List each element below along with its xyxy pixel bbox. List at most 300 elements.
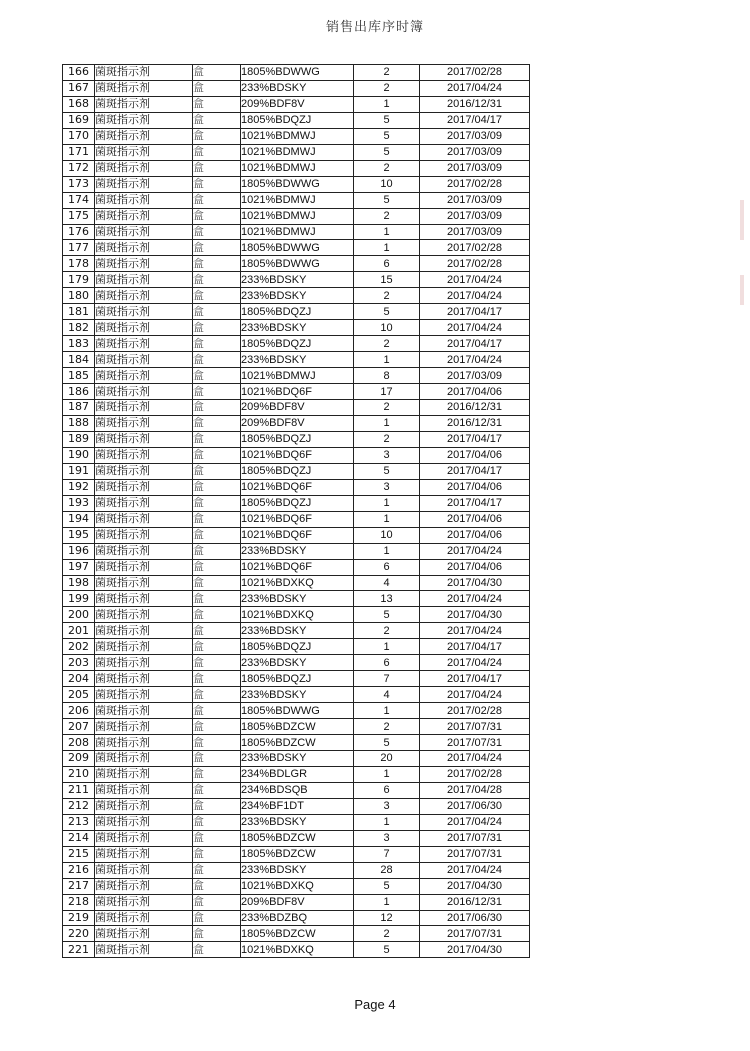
- date-cell: 2017/04/24: [420, 655, 530, 671]
- table-row: [63, 623, 530, 639]
- quantity-cell: 10: [354, 527, 420, 543]
- batch-number-cell: 1021%BDMWJ: [241, 208, 354, 224]
- quantity-cell: 6: [354, 782, 420, 798]
- batch-number-cell: 234%BDLGR: [241, 766, 354, 782]
- unit-cell: 盒: [193, 750, 241, 766]
- unit-cell: 盒: [193, 192, 241, 208]
- table-row: [63, 862, 530, 878]
- quantity-cell: 1: [354, 639, 420, 655]
- quantity-cell: 2: [354, 65, 420, 81]
- table-row: [63, 607, 530, 623]
- date-cell: 2017/04/17: [420, 463, 530, 479]
- batch-number-cell: 233%BDSKY: [241, 352, 354, 368]
- date-cell: 2017/03/09: [420, 208, 530, 224]
- product-name-cell: 菌斑指示剂: [95, 336, 193, 352]
- product-name-cell: 菌斑指示剂: [95, 671, 193, 687]
- batch-number-cell: 1021%BDQ6F: [241, 384, 354, 400]
- quantity-cell: 13: [354, 591, 420, 607]
- batch-number-cell: 1805%BDZCW: [241, 846, 354, 862]
- quantity-cell: 1: [354, 894, 420, 910]
- product-name-cell: 菌斑指示剂: [95, 591, 193, 607]
- quantity-cell: 7: [354, 671, 420, 687]
- product-name-cell: 菌斑指示剂: [95, 463, 193, 479]
- row-number-cell: 216: [63, 862, 95, 878]
- quantity-cell: 2: [354, 400, 420, 416]
- row-number-cell: 202: [63, 639, 95, 655]
- row-number-cell: 200: [63, 607, 95, 623]
- quantity-cell: 2: [354, 288, 420, 304]
- product-name-cell: 菌斑指示剂: [95, 687, 193, 703]
- row-number-cell: 186: [63, 384, 95, 400]
- table-row: [63, 144, 530, 160]
- batch-number-cell: 233%BDSKY: [241, 80, 354, 96]
- quantity-cell: 3: [354, 447, 420, 463]
- batch-number-cell: 1805%BDQZJ: [241, 336, 354, 352]
- row-number-cell: 190: [63, 447, 95, 463]
- product-name-cell: 菌斑指示剂: [95, 128, 193, 144]
- date-cell: 2017/03/09: [420, 128, 530, 144]
- unit-cell: 盒: [193, 687, 241, 703]
- table-row: [63, 431, 530, 447]
- quantity-cell: 3: [354, 798, 420, 814]
- batch-number-cell: 1805%BDQZJ: [241, 304, 354, 320]
- row-number-cell: 166: [63, 65, 95, 81]
- table-row: [63, 511, 530, 527]
- row-number-cell: 177: [63, 240, 95, 256]
- unit-cell: 盒: [193, 415, 241, 431]
- unit-cell: 盒: [193, 320, 241, 336]
- batch-number-cell: 234%BDSQB: [241, 782, 354, 798]
- page-title: 销售出库序时簿: [325, 20, 424, 35]
- date-cell: 2017/07/31: [420, 735, 530, 751]
- row-number-cell: 192: [63, 479, 95, 495]
- quantity-cell: 5: [354, 144, 420, 160]
- date-cell: 2017/02/28: [420, 176, 530, 192]
- table-row: [63, 703, 530, 719]
- table-row: [63, 735, 530, 751]
- quantity-cell: 8: [354, 368, 420, 384]
- row-number-cell: 203: [63, 655, 95, 671]
- product-name-cell: 菌斑指示剂: [95, 447, 193, 463]
- unit-cell: 盒: [193, 112, 241, 128]
- product-name-cell: 菌斑指示剂: [95, 782, 193, 798]
- product-name-cell: 菌斑指示剂: [95, 96, 193, 112]
- batch-number-cell: 233%BDSKY: [241, 623, 354, 639]
- batch-number-cell: 1805%BDWWG: [241, 65, 354, 81]
- unit-cell: 盒: [193, 272, 241, 288]
- date-cell: 2017/04/06: [420, 447, 530, 463]
- unit-cell: 盒: [193, 527, 241, 543]
- row-number-cell: 201: [63, 623, 95, 639]
- batch-number-cell: 209%BDF8V: [241, 415, 354, 431]
- unit-cell: 盒: [193, 511, 241, 527]
- row-number-cell: 215: [63, 846, 95, 862]
- product-name-cell: 菌斑指示剂: [95, 894, 193, 910]
- row-number-cell: 176: [63, 224, 95, 240]
- date-cell: 2017/07/31: [420, 830, 530, 846]
- batch-number-cell: 1021%BDMWJ: [241, 368, 354, 384]
- product-name-cell: 菌斑指示剂: [95, 846, 193, 862]
- quantity-cell: 7: [354, 846, 420, 862]
- batch-number-cell: 1805%BDWWG: [241, 176, 354, 192]
- product-name-cell: 菌斑指示剂: [95, 559, 193, 575]
- batch-number-cell: 233%BDSKY: [241, 862, 354, 878]
- table-row: [63, 719, 530, 735]
- row-number-cell: 180: [63, 288, 95, 304]
- batch-number-cell: 1805%BDWWG: [241, 240, 354, 256]
- date-cell: 2017/04/30: [420, 878, 530, 894]
- product-name-cell: 菌斑指示剂: [95, 240, 193, 256]
- product-name-cell: 菌斑指示剂: [95, 160, 193, 176]
- unit-cell: 盒: [193, 463, 241, 479]
- unit-cell: 盒: [193, 224, 241, 240]
- date-cell: 2017/04/17: [420, 112, 530, 128]
- row-number-cell: 206: [63, 703, 95, 719]
- product-name-cell: 菌斑指示剂: [95, 798, 193, 814]
- date-cell: 2017/03/09: [420, 160, 530, 176]
- date-cell: 2017/03/09: [420, 144, 530, 160]
- batch-number-cell: 233%BDSKY: [241, 320, 354, 336]
- table-row: [63, 384, 530, 400]
- date-cell: 2017/06/30: [420, 798, 530, 814]
- quantity-cell: 2: [354, 80, 420, 96]
- quantity-cell: 4: [354, 575, 420, 591]
- batch-number-cell: 234%BF1DT: [241, 798, 354, 814]
- date-cell: 2017/04/24: [420, 543, 530, 559]
- row-number-cell: 207: [63, 719, 95, 735]
- row-number-cell: 169: [63, 112, 95, 128]
- batch-number-cell: 1805%BDQZJ: [241, 431, 354, 447]
- table-row: [63, 750, 530, 766]
- unit-cell: 盒: [193, 240, 241, 256]
- table-row: [63, 782, 530, 798]
- unit-cell: 盒: [193, 798, 241, 814]
- batch-number-cell: 1021%BDQ6F: [241, 559, 354, 575]
- product-name-cell: 菌斑指示剂: [95, 878, 193, 894]
- unit-cell: 盒: [193, 304, 241, 320]
- quantity-cell: 3: [354, 479, 420, 495]
- row-number-cell: 184: [63, 352, 95, 368]
- table-row: [63, 655, 530, 671]
- product-name-cell: 菌斑指示剂: [95, 639, 193, 655]
- batch-number-cell: 233%BDSKY: [241, 543, 354, 559]
- quantity-cell: 17: [354, 384, 420, 400]
- product-name-cell: 菌斑指示剂: [95, 527, 193, 543]
- table-row: [63, 128, 530, 144]
- row-number-cell: 210: [63, 766, 95, 782]
- batch-number-cell: 1021%BDQ6F: [241, 479, 354, 495]
- batch-number-cell: 1021%BDMWJ: [241, 192, 354, 208]
- batch-number-cell: 233%BDSKY: [241, 687, 354, 703]
- unit-cell: 盒: [193, 814, 241, 830]
- table-row: [63, 814, 530, 830]
- unit-cell: 盒: [193, 719, 241, 735]
- quantity-cell: 2: [354, 623, 420, 639]
- row-number-cell: 170: [63, 128, 95, 144]
- quantity-cell: 2: [354, 719, 420, 735]
- table-row: [63, 304, 530, 320]
- batch-number-cell: 1021%BDQ6F: [241, 511, 354, 527]
- unit-cell: 盒: [193, 543, 241, 559]
- product-name-cell: 菌斑指示剂: [95, 703, 193, 719]
- date-cell: 2017/04/24: [420, 352, 530, 368]
- batch-number-cell: 209%BDF8V: [241, 96, 354, 112]
- product-name-cell: 菌斑指示剂: [95, 352, 193, 368]
- row-number-cell: 208: [63, 735, 95, 751]
- quantity-cell: 2: [354, 431, 420, 447]
- row-number-cell: 213: [63, 814, 95, 830]
- row-number-cell: 197: [63, 559, 95, 575]
- date-cell: 2017/04/24: [420, 862, 530, 878]
- table-row: [63, 687, 530, 703]
- quantity-cell: 12: [354, 910, 420, 926]
- row-number-cell: 182: [63, 320, 95, 336]
- unit-cell: 盒: [193, 591, 241, 607]
- unit-cell: 盒: [193, 384, 241, 400]
- batch-number-cell: 1805%BDWWG: [241, 256, 354, 272]
- batch-number-cell: 1805%BDQZJ: [241, 495, 354, 511]
- product-name-cell: 菌斑指示剂: [95, 926, 193, 942]
- product-name-cell: 菌斑指示剂: [95, 814, 193, 830]
- row-number-cell: 181: [63, 304, 95, 320]
- table-row: [63, 208, 530, 224]
- unit-cell: 盒: [193, 495, 241, 511]
- table-row: [63, 878, 530, 894]
- batch-number-cell: 1021%BDQ6F: [241, 447, 354, 463]
- table-row: [63, 942, 530, 958]
- unit-cell: 盒: [193, 144, 241, 160]
- unit-cell: 盒: [193, 447, 241, 463]
- date-cell: 2017/07/31: [420, 846, 530, 862]
- sales-outbound-table: [62, 64, 530, 958]
- unit-cell: 盒: [193, 352, 241, 368]
- table-row: [63, 495, 530, 511]
- quantity-cell: 2: [354, 208, 420, 224]
- unit-cell: 盒: [193, 639, 241, 655]
- row-number-cell: 191: [63, 463, 95, 479]
- batch-number-cell: 1021%BDMWJ: [241, 224, 354, 240]
- batch-number-cell: 1021%BDMWJ: [241, 160, 354, 176]
- unit-cell: 盒: [193, 208, 241, 224]
- row-number-cell: 188: [63, 415, 95, 431]
- row-number-cell: 185: [63, 368, 95, 384]
- scan-mark: [740, 200, 744, 240]
- batch-number-cell: 1805%BDZCW: [241, 830, 354, 846]
- product-name-cell: 菌斑指示剂: [95, 272, 193, 288]
- quantity-cell: 6: [354, 559, 420, 575]
- unit-cell: 盒: [193, 65, 241, 81]
- batch-number-cell: 1805%BDQZJ: [241, 463, 354, 479]
- product-name-cell: 菌斑指示剂: [95, 942, 193, 958]
- batch-number-cell: 1805%BDZCW: [241, 926, 354, 942]
- date-cell: 2017/04/30: [420, 942, 530, 958]
- row-number-cell: 183: [63, 336, 95, 352]
- unit-cell: 盒: [193, 766, 241, 782]
- table-row: [63, 415, 530, 431]
- product-name-cell: 菌斑指示剂: [95, 144, 193, 160]
- product-name-cell: 菌斑指示剂: [95, 910, 193, 926]
- table-row: [63, 240, 530, 256]
- product-name-cell: 菌斑指示剂: [95, 208, 193, 224]
- table-row: [63, 336, 530, 352]
- date-cell: 2017/04/24: [420, 591, 530, 607]
- batch-number-cell: 1021%BDXKQ: [241, 607, 354, 623]
- product-name-cell: 菌斑指示剂: [95, 192, 193, 208]
- batch-number-cell: 1805%BDWWG: [241, 703, 354, 719]
- quantity-cell: 5: [354, 942, 420, 958]
- unit-cell: 盒: [193, 926, 241, 942]
- date-cell: 2017/04/17: [420, 671, 530, 687]
- product-name-cell: 菌斑指示剂: [95, 65, 193, 81]
- product-name-cell: 菌斑指示剂: [95, 479, 193, 495]
- table-row: [63, 272, 530, 288]
- unit-cell: 盒: [193, 400, 241, 416]
- row-number-cell: 178: [63, 256, 95, 272]
- row-number-cell: 218: [63, 894, 95, 910]
- quantity-cell: 6: [354, 256, 420, 272]
- product-name-cell: 菌斑指示剂: [95, 495, 193, 511]
- date-cell: 2017/04/24: [420, 80, 530, 96]
- batch-number-cell: 233%BDSKY: [241, 591, 354, 607]
- quantity-cell: 2: [354, 160, 420, 176]
- date-cell: 2017/04/24: [420, 623, 530, 639]
- row-number-cell: 179: [63, 272, 95, 288]
- product-name-cell: 菌斑指示剂: [95, 543, 193, 559]
- row-number-cell: 205: [63, 687, 95, 703]
- unit-cell: 盒: [193, 479, 241, 495]
- row-number-cell: 204: [63, 671, 95, 687]
- date-cell: 2017/04/28: [420, 782, 530, 798]
- row-number-cell: 212: [63, 798, 95, 814]
- quantity-cell: 5: [354, 192, 420, 208]
- quantity-cell: 1: [354, 543, 420, 559]
- product-name-cell: 菌斑指示剂: [95, 719, 193, 735]
- row-number-cell: 220: [63, 926, 95, 942]
- quantity-cell: 5: [354, 112, 420, 128]
- table-row: [63, 320, 530, 336]
- quantity-cell: 1: [354, 766, 420, 782]
- product-name-cell: 菌斑指示剂: [95, 368, 193, 384]
- date-cell: 2017/02/28: [420, 65, 530, 81]
- unit-cell: 盒: [193, 96, 241, 112]
- table-row: [63, 559, 530, 575]
- quantity-cell: 1: [354, 240, 420, 256]
- date-cell: 2016/12/31: [420, 400, 530, 416]
- table-row: [63, 224, 530, 240]
- date-cell: 2017/04/30: [420, 575, 530, 591]
- date-cell: 2017/04/24: [420, 272, 530, 288]
- date-cell: 2017/02/28: [420, 240, 530, 256]
- product-name-cell: 菌斑指示剂: [95, 750, 193, 766]
- row-number-cell: 175: [63, 208, 95, 224]
- unit-cell: 盒: [193, 256, 241, 272]
- date-cell: 2017/02/28: [420, 703, 530, 719]
- batch-number-cell: 209%BDF8V: [241, 400, 354, 416]
- table-body: [63, 65, 530, 958]
- quantity-cell: 3: [354, 830, 420, 846]
- batch-number-cell: 233%BDSKY: [241, 814, 354, 830]
- table-row: [63, 846, 530, 862]
- table-row: [63, 894, 530, 910]
- unit-cell: 盒: [193, 655, 241, 671]
- table-row: [63, 96, 530, 112]
- quantity-cell: 5: [354, 878, 420, 894]
- batch-number-cell: 1805%BDQZJ: [241, 112, 354, 128]
- table-row: [63, 671, 530, 687]
- unit-cell: 盒: [193, 128, 241, 144]
- date-cell: 2017/04/24: [420, 687, 530, 703]
- row-number-cell: 211: [63, 782, 95, 798]
- product-name-cell: 菌斑指示剂: [95, 80, 193, 96]
- table-row: [63, 575, 530, 591]
- row-number-cell: 167: [63, 80, 95, 96]
- row-number-cell: 168: [63, 96, 95, 112]
- table-row: [63, 352, 530, 368]
- table-row: [63, 830, 530, 846]
- table-row: [63, 176, 530, 192]
- quantity-cell: 5: [354, 463, 420, 479]
- date-cell: 2017/04/17: [420, 495, 530, 511]
- date-cell: 2016/12/31: [420, 96, 530, 112]
- quantity-cell: 2: [354, 926, 420, 942]
- batch-number-cell: 1805%BDQZJ: [241, 671, 354, 687]
- product-name-cell: 菌斑指示剂: [95, 575, 193, 591]
- quantity-cell: 1: [354, 814, 420, 830]
- table-row: [63, 591, 530, 607]
- batch-number-cell: 1021%BDXKQ: [241, 575, 354, 591]
- date-cell: 2017/03/09: [420, 192, 530, 208]
- unit-cell: 盒: [193, 559, 241, 575]
- date-cell: 2016/12/31: [420, 894, 530, 910]
- unit-cell: 盒: [193, 703, 241, 719]
- date-cell: 2017/04/17: [420, 639, 530, 655]
- date-cell: 2017/04/24: [420, 288, 530, 304]
- unit-cell: 盒: [193, 80, 241, 96]
- quantity-cell: 5: [354, 607, 420, 623]
- date-cell: 2017/03/09: [420, 368, 530, 384]
- date-cell: 2017/06/30: [420, 910, 530, 926]
- date-cell: 2017/04/06: [420, 511, 530, 527]
- date-cell: 2017/04/24: [420, 750, 530, 766]
- table-row: [63, 639, 530, 655]
- batch-number-cell: 1021%BDMWJ: [241, 128, 354, 144]
- row-number-cell: 209: [63, 750, 95, 766]
- date-cell: 2017/04/06: [420, 479, 530, 495]
- product-name-cell: 菌斑指示剂: [95, 431, 193, 447]
- product-name-cell: 菌斑指示剂: [95, 176, 193, 192]
- unit-cell: 盒: [193, 160, 241, 176]
- table-row: [63, 112, 530, 128]
- table-row: [63, 766, 530, 782]
- date-cell: 2017/03/09: [420, 224, 530, 240]
- table-row: [63, 926, 530, 942]
- unit-cell: 盒: [193, 336, 241, 352]
- page-number: Page 4: [354, 997, 396, 1012]
- table-row: [63, 543, 530, 559]
- quantity-cell: 1: [354, 415, 420, 431]
- batch-number-cell: 233%BDSKY: [241, 750, 354, 766]
- unit-cell: 盒: [193, 575, 241, 591]
- row-number-cell: 219: [63, 910, 95, 926]
- table-row: [63, 160, 530, 176]
- table-row: [63, 288, 530, 304]
- row-number-cell: 198: [63, 575, 95, 591]
- row-number-cell: 193: [63, 495, 95, 511]
- batch-number-cell: 1021%BDQ6F: [241, 527, 354, 543]
- row-number-cell: 199: [63, 591, 95, 607]
- row-number-cell: 214: [63, 830, 95, 846]
- batch-number-cell: 209%BDF8V: [241, 894, 354, 910]
